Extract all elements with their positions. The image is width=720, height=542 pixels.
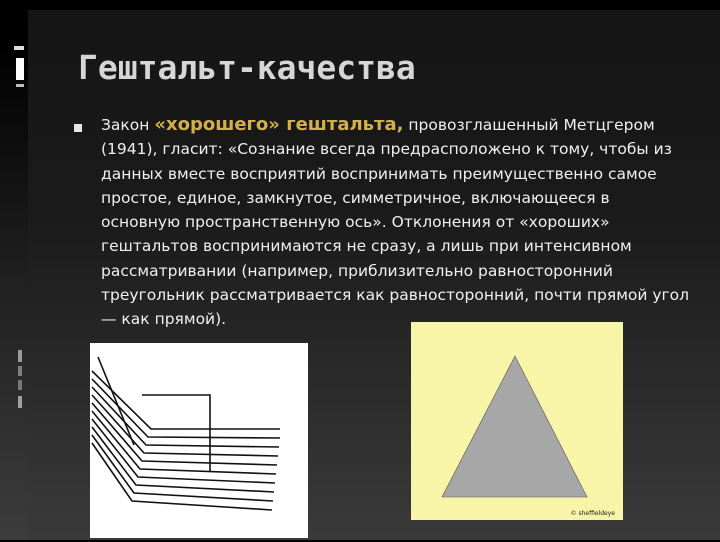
bullet-text	[101, 113, 691, 332]
stripes-figure	[90, 343, 308, 538]
image-credit: © sheffieldeye	[570, 510, 615, 517]
bullet-text-start: Закон	[101, 116, 155, 134]
decorative-bars	[0, 0, 28, 540]
bent-stripes-illustration	[90, 343, 308, 538]
triangle-figure	[411, 322, 623, 520]
bullet-text-rest: провозглашенный Метцгером (1941), гласит: «Сознание всегда предрасположено к тому, чтобы из данных вместе восприятий воспринимать преимущественно самое простое, единое, замкнутое, симметричное, включающееся в основную пространственную ось». Отклонения от «хороших» гештальтов воспринимаются не сразу, а лишь при интенсивном рассматривании (например, приблизительно равносторонний треугольник рассматривается как равносторонний, почти прямой угол — как прямой).	[101, 116, 690, 329]
bullet-highlight: «хорошего» гештальта,	[154, 114, 404, 135]
bullet-square-icon	[74, 124, 82, 132]
equilateral-triangle	[442, 356, 587, 497]
slide-title: Гештальт-качества	[78, 48, 416, 87]
triangle-illustration	[411, 322, 623, 520]
